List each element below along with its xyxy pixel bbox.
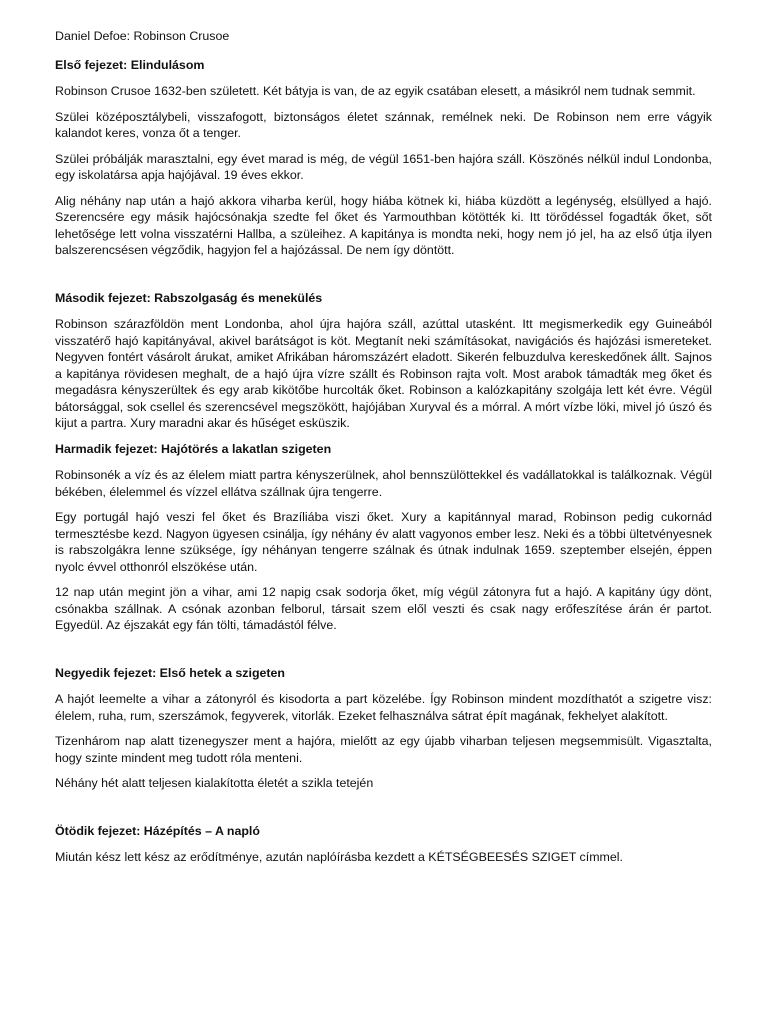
chapter-title: Negyedik fejezet: Első hetek a szigeten xyxy=(55,665,285,680)
paragraph: Robinsonék a víz és az élelem miatt partra kényszerülnek, ahol bennszülöttekkel és vadállatokkal is találkoznak. Végül békében, élelemmel és vízzel ellátva szállnak újra tengerre. xyxy=(55,468,712,499)
chapter-1 xyxy=(55,57,712,259)
document-page xyxy=(55,28,712,875)
chapter-title: Harmadik fejezet: Hajótörés a lakatlan szigeten xyxy=(55,441,332,456)
paragraph: Szülei próbálják marasztalni, egy évet marad is még, de végül 1651-ben hajóra száll. Köszönés nélkül indul Londonba, egy iskolatársa apja hajójával. 19 éves ekkor. xyxy=(55,151,712,182)
chapter-title: Ötödik fejezet: Házépítés – A napló xyxy=(55,823,260,838)
chapter-spacer xyxy=(55,643,712,665)
chapter-5 xyxy=(55,823,712,866)
chapter-title: Második fejezet: Rabszolgaság és menekülés xyxy=(55,290,323,305)
paragraph: Tizenhárom nap alatt tizenegyszer ment a hajóra, mielőtt az egy újabb viharban teljesen megsemmisült. Vigasztalta, hogy szinte mindent meg tudott róla menteni. xyxy=(55,734,712,765)
paragraph: Alig néhány nap után a hajó akkora viharba kerül, hogy hiába kötnek ki, hiába küzdött a legénység, elsüllyed a hajó. Szerencsére egy másik hajócsónakja szedte fel őket és Yarmouthban kötötték ki. Itt törődéssel fogadták őket, sőt lehetősége lett volna visszatérni Hallba, a szüleihez. A kapitánya is mondta neki, hogy nem jó jel, ha az első útja ilyen balszerencsésen végződik, hagyjon fel a hajózással. De nem így döntött. xyxy=(55,193,712,257)
chapter-2 xyxy=(55,290,712,432)
paragraph: Robinson Crusoe 1632-ben született. Két bátyja is van, de az egyik csatában elesett, a másikról nem tudnak semmit. xyxy=(55,84,696,98)
paragraph: Néhány hét alatt teljesen kialakította életét a szikla tetején xyxy=(55,776,374,790)
paragraph: Robinson szárazföldön ment Londonba, ahol újra hajóra száll, azúttal utasként. Itt megismerkedik egy Guineából visszatérő hajó kapitányával, akivel barátságot is köt. Megtanít neki számításokat, navigációs és hajózási ismereteket. Negyven fontért vásárolt árukat, amiket Afrikában háromszázért eladott. Sikerén felbuzdulva kereskedőnek állt. Sajnos a kapitánya rövidesen meghalt, de a hajó újra vízre szállt és Robinson rajta volt. Most arabok támadták meg őket és megadásra kényszerültek és egy arab kikötőbe hurcolták őket. Robinson a kalózkapitány szolgája lett két évre. Végül bátorsággal, sok csellel és szerencsével megszökött, hajójában Xuryval és a mórral. A mórt vízbe löki, mivel jó úszó és kijut a partra. Xury maradni akar és hűséget esküszik. xyxy=(55,317,712,430)
chapter-spacer xyxy=(55,801,712,823)
paragraph: A hajót leemelte a vihar a zátonyról és kisodorta a part közelébe. Így Robinson mindent mozdíthatót a szigetre visz: élelem, ruha, rum, szerszámok, fegyverek, vitorlák. Ezeket felhasználva sátrat épít magának, fekhelyet alakított. xyxy=(55,692,712,723)
chapter-title: Első fejezet: Elindulásom xyxy=(55,57,205,72)
chapter-spacer xyxy=(55,268,712,290)
chapter-4 xyxy=(55,665,712,792)
chapter-3 xyxy=(55,441,712,634)
paragraph: Egy portugál hajó veszi fel őket és Brazíliába viszi őket. Xury a kapitánnyal marad, Robinson pedig cukornád termesztésbe kezd. Nagyon ügyesen csinálja, így néhány év alatt vagyonos ember lesz. Neki és a többi ültetvényesnek is rabszolgákra lenne szüksége, így néhányan tengerre szálnak és útnak indulnak 1659. szeptember elsején, éppen nyolc évvel otthonról elszökése után. xyxy=(55,510,712,574)
paragraph: Szülei középosztálybeli, visszafogott, biztonságos életet szánnak, remélnek neki. De Robinson nem erre vágyik kalandot keres, vonza őt a tenger. xyxy=(55,109,712,140)
paragraph: Miután kész lett kész az erődítménye, azután naplóírásba kezdett a KÉTSÉGBEESÉS SZIGET címmel. xyxy=(55,850,623,864)
document-title: Daniel Defoe: Robinson Crusoe xyxy=(55,29,230,43)
paragraph: 12 nap után megint jön a vihar, ami 12 napig csak sodorja őket, míg végül zátonyra fut a hajó. A kapitány úgy dönt, csónakba szállnak. A csónak azonban felborul, társait szem elől veszti és csak nagy erőfeszítése árán ér partot. Egyedül. Az éjszakát egy fán tölti, támadástól félve. xyxy=(55,585,712,632)
